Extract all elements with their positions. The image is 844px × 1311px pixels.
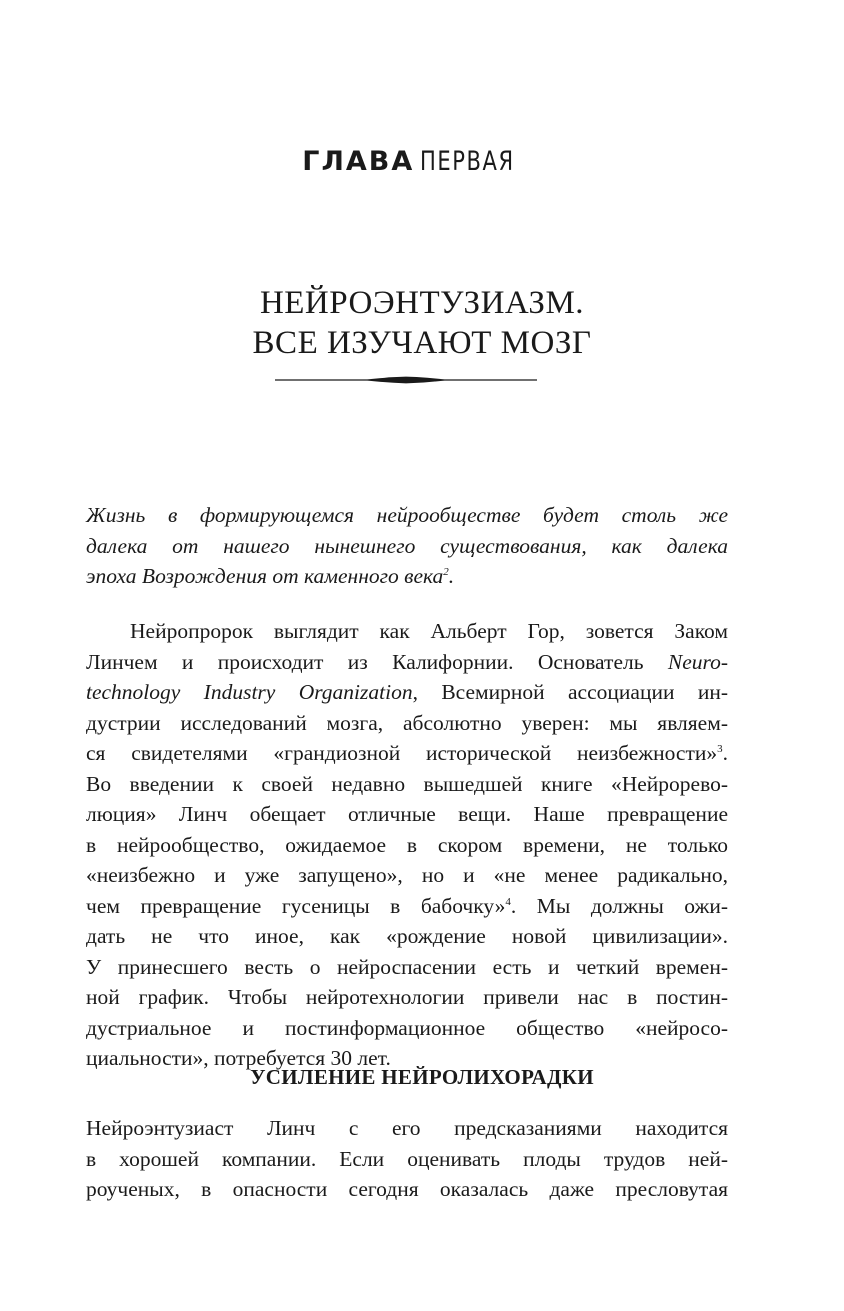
paragraph-line: Линчем и происходит из Калифорнии. Основатель Neuro- — [86, 649, 728, 674]
paragraph-line: «неизбежно и уже запущено», но и «не менее радикально, — [86, 863, 728, 887]
chapter-title-line-2: ВСЕ ИЗУЧАЮТ МОЗГ — [252, 325, 592, 361]
title-ornament — [275, 374, 537, 386]
paragraph-line: в хорошей компании. Если оценивать плоды трудов ней- — [86, 1146, 728, 1171]
paragraph-line: дустриальное и постинформационное общество «нейросо- — [86, 1015, 728, 1040]
paragraph-line: люция» Линч обещает отличные вещи. Наше превращение — [86, 802, 728, 826]
paragraph-line: technology Industry Organization, Всемирной ассоциации ин- — [86, 680, 728, 704]
paragraph-line: дустрии исследований мозга, абсолютно уверен: мы являем- — [86, 710, 728, 735]
paragraph-line: Во введении к своей недавно вышедшей книге «Нейрорево- — [86, 771, 728, 796]
paragraph-line: ся свидетелями «грандиозной исторической неизбежности»$^3$. — [86, 741, 728, 765]
epigraph-line: далека от нашего нынешнего существования, как далека — [86, 533, 728, 558]
paragraph-2 — [86, 1113, 728, 1205]
paragraph-line: в нейрообщество, ожидаемое в скором времени, не только — [86, 832, 728, 857]
epigraph-line: Жизнь в формирующемся нейрообществе будет столь же — [86, 503, 728, 527]
chapter-title — [0, 283, 844, 363]
footnote-ref: 3 — [717, 742, 723, 755]
paragraph-line: ной график. Чтобы нейротехнологии привели нас в постин- — [86, 985, 728, 1009]
paragraph-line-last: циальности», потребуется 30 лет. — [86, 1046, 391, 1070]
paragraph-line: Нейропророк выглядит как Альберт Гор, зовется Заком — [130, 619, 728, 643]
epigraph — [86, 500, 728, 592]
epigraph-line-last: эпоха Возрождения от каменного века$^2$. — [86, 564, 455, 588]
chapter-label-bold: ГЛАВА — [302, 146, 415, 177]
footnote-ref: 4 — [505, 895, 511, 908]
chapter-label-number: ПЕРВАЯ — [420, 146, 515, 177]
paragraph-line: дать не что иное, как «рождение новой цивилизации». — [86, 924, 728, 948]
paragraph-1 — [86, 616, 728, 1074]
paragraph-line: Нейроэнтузиаст Линч с его предсказаниями находится — [86, 1116, 728, 1140]
paragraph-line: роученых, в опасности сегодня оказалась даже пресловутая — [86, 1177, 728, 1201]
paragraph-line: У принесшего весть о нейроспасении есть и четкий времен- — [86, 954, 728, 979]
chapter-label — [0, 146, 844, 177]
footnote-ref: 2 — [443, 565, 449, 578]
paragraph-line: чем превращение гусеницы в бабочку»$^4$. Мы должны ожи- — [86, 893, 728, 918]
chapter-title-line-1: НЕЙРОЭНТУЗИАЗМ. — [259, 285, 585, 321]
section-heading: УСИЛЕНИЕ НЕЙРОЛИХОРАДКИ — [250, 1065, 594, 1089]
